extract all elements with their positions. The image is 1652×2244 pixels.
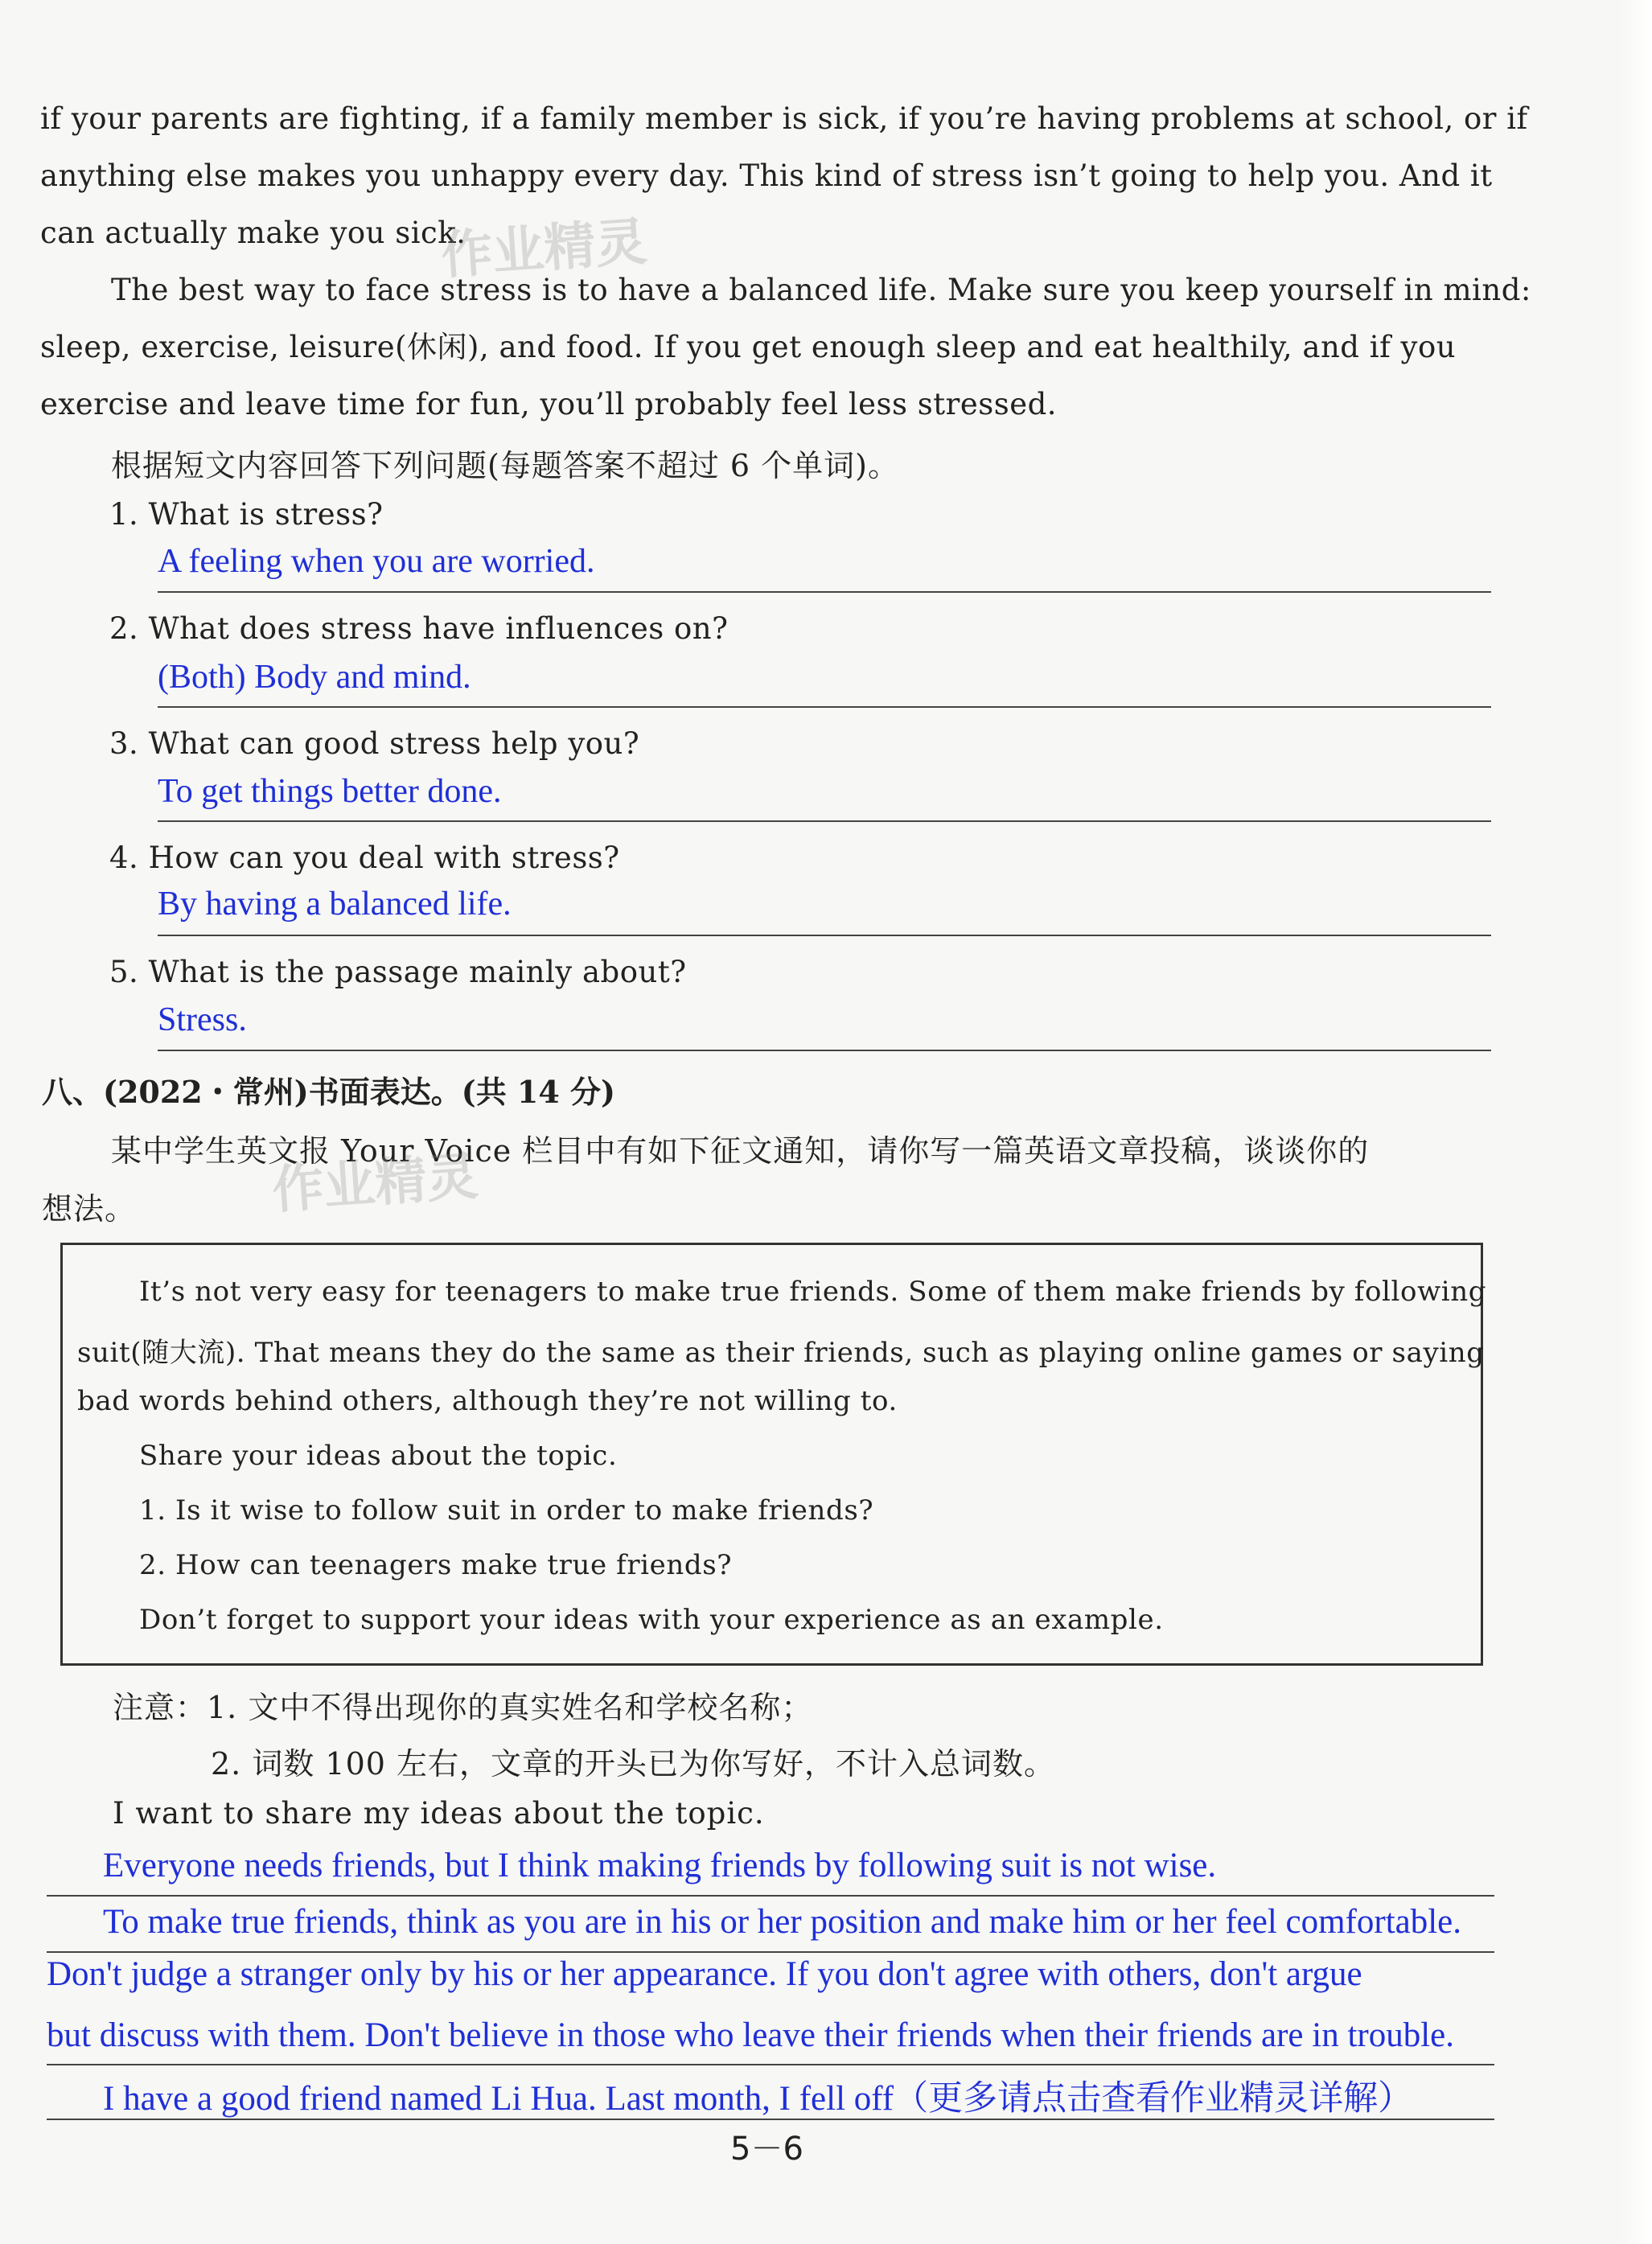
passage-line: anything else makes you unhappy every day. This kind of stress isn’t going to help you. And it: [40, 158, 1493, 193]
question-4: 4. How can you deal with stress?: [109, 840, 620, 875]
watermark: 作业精灵: [439, 212, 649, 286]
essay-rule: [47, 2064, 1494, 2065]
passage-line: if your parents are fighting, if a family member is sick, if you’re having problems at school, or if: [40, 101, 1528, 136]
questions-instruction: 根据短文内容回答下列问题(每题答案不超过 6 个单词)。: [111, 448, 899, 483]
notice-line: Don’t forget to support your ideas with your experience as an example.: [139, 1604, 1164, 1636]
watermark: 作业精灵: [270, 1147, 480, 1221]
answer-line: [158, 820, 1491, 822]
passage-line: sleep, exercise, leisure(休闲), and food. If you get enough sleep and eat healthily, and if you: [40, 330, 1457, 364]
question-5: 5. What is the passage mainly about?: [109, 955, 687, 989]
essay-rule: [47, 2119, 1494, 2120]
answer-line: [158, 706, 1491, 708]
notice-line: suit(随大流). That means they do the same as their friends, such as playing online games or saying: [77, 1337, 1485, 1369]
essay-line-2: To make true friends, think as you are in his or her position and make him or her feel comfortable.: [103, 1903, 1462, 1941]
answer-line: [158, 1050, 1491, 1051]
essay-line-1: Everyone needs friends, but I think making friends by following suit is not wise.: [103, 1847, 1217, 1884]
notice-line: bad words behind others, although they’re not willing to.: [77, 1385, 898, 1417]
answer-4: By having a balanced life.: [158, 886, 512, 923]
page-edge: [1620, 0, 1652, 2244]
answer-3: To get things better done.: [158, 773, 502, 810]
notice-line: Share your ideas about the topic.: [139, 1440, 618, 1472]
passage-paragraph-2: [40, 261, 1531, 433]
question-1: 1. What is stress?: [109, 497, 384, 532]
answer-1: A feeling when you are worried.: [158, 543, 595, 580]
question-2: 2. What does stress have influences on?: [109, 611, 729, 646]
essay-rule: [47, 1895, 1494, 1897]
note-2: 2. 词数 100 左右，文章的开头已为你写好，不计入总词数。: [211, 1746, 1056, 1782]
answer-2: (Both) Body and mind.: [158, 659, 471, 696]
writing-prompt-line1: 某中学生英文报 Your Voice 栏目中有如下征文通知，请你写一篇英语文章投稿，谈谈你的: [111, 1133, 1370, 1169]
essay-line-3: Don't judge a stranger only by his or her appearance. If you don't agree with others, don't argue: [47, 1955, 1362, 1993]
notice-line: 1. Is it wise to follow suit in order to make friends?: [139, 1494, 874, 1527]
notice-line: It’s not very easy for teenagers to make true friends. Some of them make friends by following: [139, 1276, 1487, 1308]
answer-line: [158, 935, 1491, 936]
page-number: 5－6: [730, 2131, 803, 2168]
question-3: 3. What can good stress help you?: [109, 726, 640, 761]
essay-line-5: I have a good friend named Li Hua. Last month, I fell off（更多请点击查看作业精灵详解）: [103, 2080, 1413, 2118]
essay-rule: [47, 1951, 1494, 1953]
passage-line: can actually make you sick.: [40, 216, 466, 250]
note-1: 注意：1. 文中不得出现你的真实姓名和学校名称；: [113, 1690, 813, 1725]
passage-paragraph-1: [40, 90, 1528, 261]
essay-line-4: but discuss with them. Don't believe in those who leave their friends when their friends are in trouble.: [47, 2016, 1455, 2054]
passage-line: exercise and leave time for fun, you’ll probably feel less stressed.: [40, 387, 1058, 421]
notice-box: [60, 1243, 1487, 1666]
notice-line: 2. How can teenagers make true friends?: [139, 1549, 733, 1581]
essay-opening: I want to share my ideas about the topic.: [113, 1796, 765, 1831]
answer-5: Stress.: [158, 1001, 247, 1038]
passage-line: The best way to face stress is to have a balanced life. Make sure you keep yourself in mind:: [111, 273, 1531, 307]
writing-heading: 八、(2022・常州)书面表达。(共 14 分): [42, 1074, 616, 1110]
writing-prompt-line2: 想法。: [42, 1191, 137, 1227]
answer-line: [158, 591, 1491, 593]
